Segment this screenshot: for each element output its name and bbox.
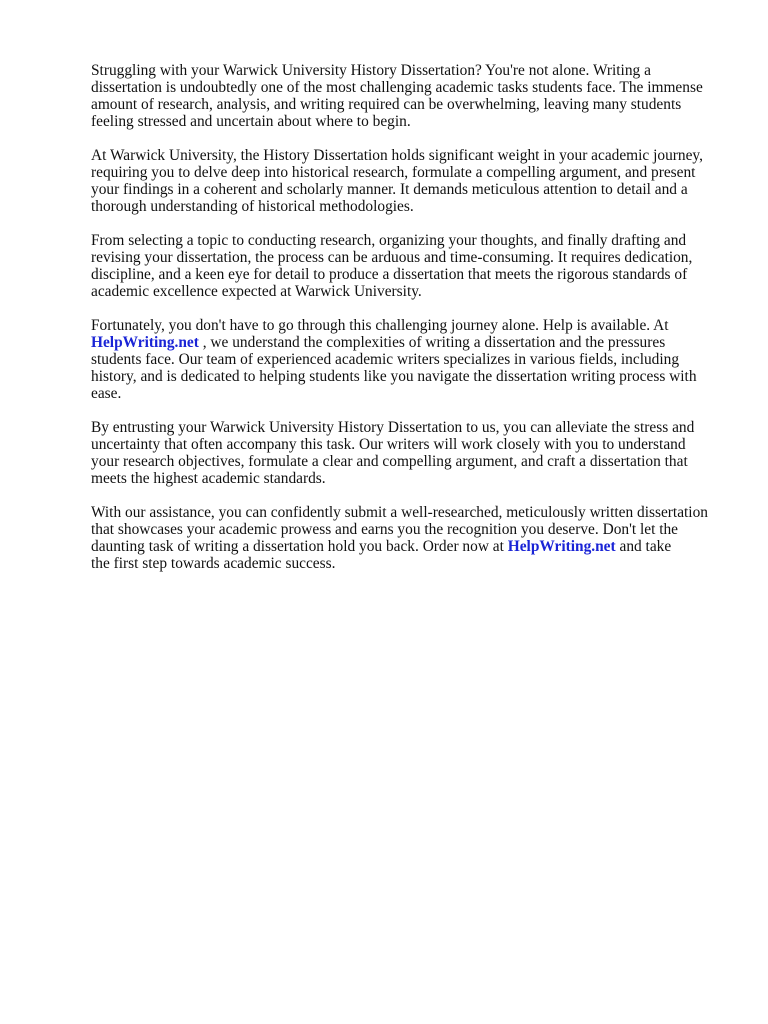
- helpwriting-order-link[interactable]: HelpWriting.net: [507, 538, 616, 555]
- paragraph-process: From selecting a topic to conducting research, organizing your thoughts, and finally drafting and revising your dissertation, the process can be arduous and time-consuming. It requires dedication, discipline, and a keen eye for detail to produce a dissertation that meets the rigorous standards of academic excellence expected at Warwick University.: [91, 232, 693, 300]
- paragraph-order-text-after: and take the first step towards academic success.: [91, 538, 672, 572]
- paragraph-help-text-before: Fortunately, you don't have to go through this challenging journey alone. Help is available. At: [91, 317, 669, 334]
- paragraph-help-available: [91, 317, 721, 402]
- paragraph-order-now: [91, 504, 721, 572]
- paragraph-intro: Struggling with your Warwick University History Dissertation? You're not alone. Writing a dissertation is undoubtedly one of the most challenging academic tasks students face. The immense amount of research, analysis, and writing required can be overwhelming, leaving many students feeling stressed and uncertain about where to begin.: [91, 62, 703, 130]
- paragraph-warwick-dissertation: At Warwick University, the History Dissertation holds significant weight in your academic journey, requiring you to delve deep into historical research, formulate a compelling argument, and present your findings in a coherent and scholarly manner. It demands meticulous attention to detail and a thorough understanding of historical methodologies.: [91, 147, 703, 215]
- document-body: [91, 62, 721, 589]
- paragraph-help-text-after: , we understand the complexities of writing a dissertation and the pressures students face. Our team of experienced academic writers specializes in various fields, including history, and is dedicated to helping students like you navigate the dissertation writing process with ease.: [91, 334, 697, 402]
- paragraph-order-text-before: With our assistance, you can confidently submit a well-researched, meticulously written dissertation that showcases your academic prowess and earns you the recognition you deserve. Don't let the daunting task of writing a dissertation hold you back. Order now at: [91, 504, 708, 555]
- helpwriting-link[interactable]: HelpWriting.net: [91, 334, 199, 351]
- paragraph-entrusting: By entrusting your Warwick University History Dissertation to us, you can alleviate the stress and uncertainty that often accompany this task. Our writers will work closely with you to understand your research objectives, formulate a clear and compelling argument, and craft a dissertation that meets the highest academic standards.: [91, 419, 695, 487]
